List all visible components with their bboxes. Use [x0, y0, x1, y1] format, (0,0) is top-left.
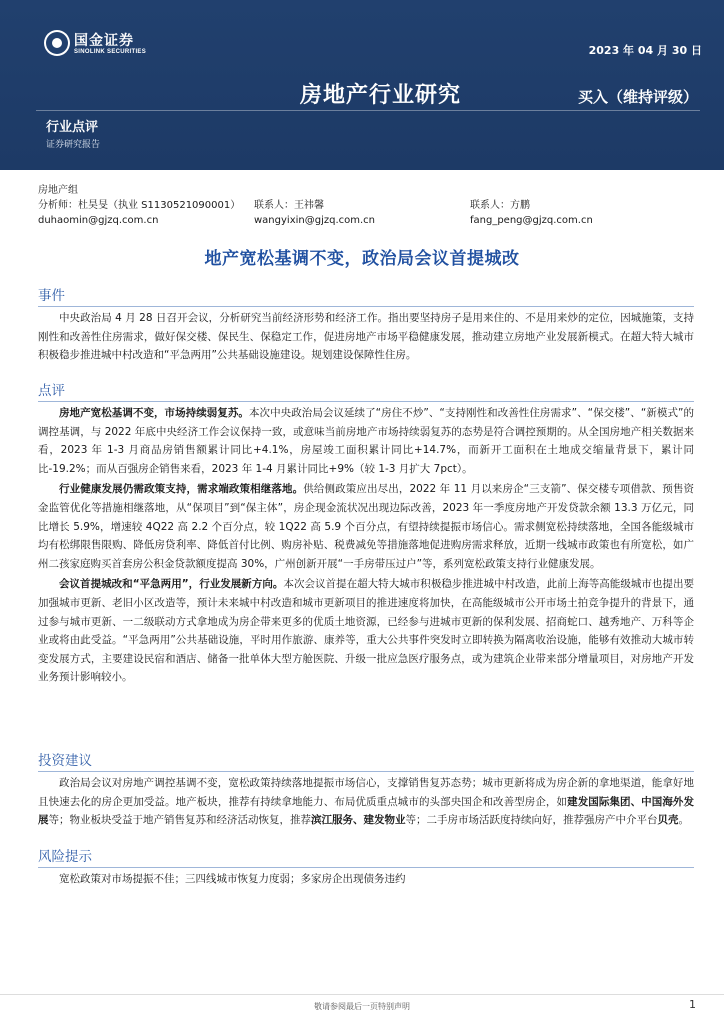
group-label: 房地产组 — [38, 185, 78, 196]
comment-3-body: 本次会议首提在超大特大城市积极稳步推进城中村改造，此前上海等高能级城市也提出要加强城市更新、老旧小区改造等，预计未来城中村改造和城市更新项目的推进速度将加快，在高能级城市公开市场土拍竞争提升的背景下，通过参与城市更新、一二级联动方式拿地成为房企带来更多的优质土地资源，已经参与进城市更新的保利发展、招商蛇口、越秀地产、万科等企业或将由此受益。“平急两用”公共基础设施，平时用作旅游、康养等，重大公共事件突发时立即转换为隔离收治设施，能够有效推动大城市转变发展方式，主要建设民宿和酒店、储备一批单体大型方舱医院、升级一批应急医疗服务点，或为建筑企业带来部分增量项目，对房地产开发业务预计影响较小。 — [38, 578, 694, 684]
comment-3-lead: 会议首提城改和“平急两用”，行业发展新方向。 — [59, 578, 284, 591]
contact-2-label: 联系人：方鹏 — [470, 200, 530, 211]
logo-name-cn: 国金证券 — [74, 33, 134, 49]
invest-text-a: 政治局会议对房地产调控基调不变，宽松政策持续落地提振市场信心，支撑销售复苏态势；城市更新将成为房企新的拿地渠道，能拿好地且快速去化的房企更加受益。地产板块，推荐有持续拿地能力、布局优质重点城市的头部央国企和改善型房企，如 — [38, 777, 694, 808]
analyst-email[interactable]: duhaomin@gjzq.com.cn — [38, 215, 159, 226]
event-paragraph: 中央政治局 4 月 28 日召开会议，分析研究当前经济形势和经济工作。指出要坚持房子是用来住的、不是用来炒的定位，因城施策，支持刚性和改善性住房需求，做好保交楼、保民生、保稳定工作，促进房地产市场平稳健康发展，推动建立房地产业发展新模式。在超大特大城市积极稳步推进城中村改造和“平急两用”公共基础设施建设。规划建设保障性住房。 — [38, 312, 694, 362]
section-heading-event: 事件 — [38, 287, 694, 307]
comment-2-lead: 行业健康发展仍需政策支持，需求端政策相继落地。 — [59, 483, 304, 496]
section-heading-invest: 投资建议 — [38, 752, 694, 772]
risk-paragraph: 宽松政策对市场提振不佳；三四线城市恢复力度弱；多家房企出现债务违约 — [59, 873, 406, 885]
author-info — [38, 183, 698, 228]
invest-paragraph — [38, 774, 694, 830]
invest-pick-3: 贝壳 — [657, 814, 679, 827]
section-invest — [38, 752, 694, 830]
contact-1-label: 联系人：王祎馨 — [254, 200, 324, 211]
comment-paragraph-2 — [38, 480, 694, 573]
comment-paragraph-3 — [38, 575, 694, 687]
report-title: 房地产行业研究 — [300, 83, 462, 108]
page-number: 1 — [689, 998, 696, 1011]
invest-text-c: 等；物业板块受益于地产销售复苏和经济活动恢复，推荐 — [48, 814, 311, 827]
report-type: 行业点评 — [46, 120, 99, 135]
logo-name-en: SINOLINK SECURITIES — [74, 49, 147, 55]
invest-pick-1: 建发国际集团、中国海外发展 — [38, 795, 695, 827]
invest-text-d: 等；二手房市场活跃度持续向好，推荐强房产中介平台 — [405, 814, 658, 827]
section-risk — [38, 848, 694, 889]
article-title: 地产宽松基调不变，政治局会议首提城改 — [204, 249, 520, 269]
section-event — [38, 287, 694, 365]
comment-1-lead: 房地产宽松基调不变，市场持续弱复苏。 — [59, 407, 249, 419]
section-comment — [38, 382, 694, 687]
section-heading-comment: 点评 — [38, 382, 694, 402]
rating-label: 买入（维持评级） — [577, 88, 698, 106]
header-divider — [36, 110, 700, 111]
analyst-label: 分析师：杜昊旻（执业 S1130521090001） — [38, 200, 241, 211]
report-header — [0, 0, 724, 170]
report-date: 2023 年 04 月 30 日 — [588, 44, 702, 57]
section-heading-risk: 风险提示 — [38, 848, 694, 868]
invest-text-e: 。 — [678, 814, 689, 827]
report-subtype: 证券研究报告 — [46, 140, 101, 150]
company-logo — [46, 30, 156, 64]
contact-1-email[interactable]: wangyixin@gjzq.com.cn — [254, 215, 375, 226]
contact-2-email[interactable]: fang_peng@gjzq.com.cn — [470, 215, 593, 226]
comment-paragraph-1 — [38, 404, 694, 478]
invest-pick-2: 滨江服务、建发物业 — [311, 814, 406, 827]
comment-1-body: 本次中央政治局会议延续了“房住不炒”、“支持刚性和改善性住房需求”、“保交楼”、“新模式”的调控基调，与 2022 年底中央经济工作会议保持一致，或意味当前房地产市场持续弱复苏的态势是符合调控预期的。从全国房地产相关数据来看，2023 年 1-3 月商品房销售额累计同比+4.1%，房屋竣工面积累计同比+14.7%，而新开工面积在土地成交缩量背景下，累计同比-19.2%；而从百强房企销售来看，2023 年 1-4 月累计同比+9%（较 1-3 月扩大 7pct）。 — [38, 407, 694, 475]
comment-2-body: 供给侧政策应出尽出，2022 年 11 月以来房企“三支箭”、保交楼专项借款、预售资金监管优化等措施相继落地，从“保项目”到“保主体”，房企现金流状况出现边际改善，2023 年一季度房地产开发贷款余额 13.3 万亿元，同比增长 5.9%，增速较 4Q22 高 2.2 个百分点，较 1Q22 高 5.9 个百分点，有望持续提振市场信心。需求侧宽松持续落地，全国各能级城市均有松绑限售限购、降低房贷利率、降低首付比例、购房补贴、税费减免等措施落地促进购房需求释放，近期一线城市政策也有所宽松，如广州二孩家庭购买首套房公积金贷款额度提高 30%，广州创新开展“一手房带压过户”等，系列宽松政策支持行业健康发展。 — [38, 483, 694, 570]
footer-disclaimer: 敬请参阅最后一页特别声明 — [314, 1002, 410, 1011]
logo-mark-icon — [46, 32, 68, 54]
